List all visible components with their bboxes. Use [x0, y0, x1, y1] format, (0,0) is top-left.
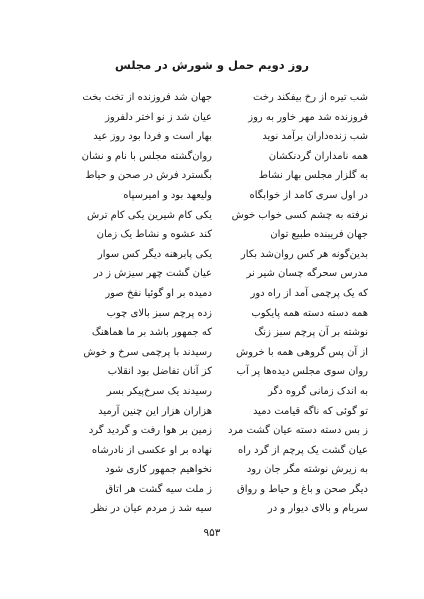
verse-line — [62, 343, 368, 363]
verse-second-hemistich: نخواهیم جمهور کاری شود — [105, 464, 212, 476]
verse-line — [62, 225, 368, 245]
verse-line — [62, 499, 368, 519]
verse-first-hemistich: جهان فریبنده طبیع توان — [270, 229, 368, 241]
verse-line — [62, 402, 368, 422]
verse-line — [62, 166, 368, 186]
verse-second-hemistich: که جمهور باشد بر ما هماهنگ — [91, 327, 212, 339]
verse-second-hemistich: ز ملت سیه گشت هر اتاق — [105, 483, 212, 495]
verse-first-hemistich: از آن پس گروهی همه با خروش — [235, 346, 368, 358]
verse-line — [62, 108, 368, 128]
verse-first-hemistich: نوشته بر آن پرچم سبز زنگ — [254, 327, 368, 339]
verse-second-hemistich: زده پرچم سبز بالای چوب — [106, 307, 212, 319]
verse-first-hemistich: سربام و بالای دیوار و در — [267, 503, 368, 515]
verse-first-hemistich: بدین‌گونه هر کس روان‌شد بکار — [240, 248, 368, 260]
verse-second-hemistich: یکی پابرهنه دیگر کس سوار — [97, 248, 212, 260]
verse-first-hemistich: به اندک زمانی گروه دگر — [267, 385, 368, 397]
verse-line — [62, 460, 368, 480]
verse-first-hemistich: ز بس دسته دسته عیان گشت مرد — [227, 425, 368, 437]
verse-first-hemistich: به گلزار مجلس بهار نشاط — [258, 170, 368, 182]
verse-second-hemistich: عیان گشت چهر سیزش ز در — [93, 268, 212, 280]
verse-line — [62, 284, 368, 304]
verse-second-hemistich: رسیدند یک سرخ‌پیکر بسر — [106, 385, 212, 397]
verse-first-hemistich: نرفته به چشم کسی خواب خوش — [231, 209, 368, 221]
verse-first-hemistich: شب زنده‌داران برآمد نوید — [262, 131, 368, 143]
verse-second-hemistich: سیه شد ز مردم عیان در نظر — [91, 503, 212, 515]
verse-first-hemistich: دیگر صحن و باغ و حیاط و رواق — [236, 483, 368, 495]
verse-second-hemistich: بهار است و فردا بود روز عید — [93, 131, 212, 143]
verse-line — [62, 88, 368, 108]
verse-first-hemistich: مدرس سحرگه چسان شیر نر — [246, 268, 368, 280]
verse-first-hemistich: همه دسته دسته همه پایکوب — [251, 307, 368, 319]
verse-line — [62, 323, 368, 343]
verse-line — [62, 127, 368, 147]
verse-first-hemistich: همه نامداران گردنکشان — [268, 150, 368, 162]
verse-line — [62, 304, 368, 324]
verse-line — [62, 264, 368, 284]
verse-second-hemistich: نهاده بر او عکسی از نادرشاه — [91, 444, 212, 456]
verse-line — [62, 245, 368, 265]
verse-second-hemistich: یکی کام شیرین یکی کام ترش — [87, 209, 212, 221]
verse-first-hemistich: روان سوی مجلس دیده‌ها پر آب — [236, 366, 368, 378]
verse-first-hemistich: شب تیره از رخ بیفکند رخت — [252, 92, 368, 103]
verse-line — [62, 206, 368, 226]
verse-first-hemistich: به زیرش نوشته مگر جان رود — [246, 464, 368, 476]
verse-line — [62, 382, 368, 402]
verse-second-hemistich: کند عشوه و نشاط یک زمان — [96, 229, 212, 241]
page-number: ۹۵۳ — [203, 527, 221, 539]
verse-line — [62, 480, 368, 500]
verse-second-hemistich: جهان شد فروزنده از تخت بخت — [82, 92, 212, 103]
verse-second-hemistich: رسیدند با پرچمی سرخ و خوش — [83, 346, 212, 358]
verse-second-hemistich: دمیده بر او گوئیا نفخ صور — [105, 287, 212, 299]
verse-first-hemistich: فروزنده شد مهر خاور به روز — [248, 111, 368, 123]
verse-line — [62, 441, 368, 461]
verse-list — [62, 88, 368, 519]
verse-first-hemistich: تو گوئی که ناگه قیامت دمید — [252, 405, 368, 417]
verse-first-hemistich: که یک پرچمی آمد از راه دور — [250, 287, 368, 299]
verse-line — [62, 421, 368, 441]
verse-line — [62, 147, 368, 167]
verse-second-hemistich: زمین بر هوا رفت و گردید گرد — [88, 425, 212, 437]
verse-second-hemistich: عیان شد ز نو اختر دلفروز — [105, 111, 212, 123]
verse-first-hemistich: عیان گشت یک پرچم از گرد راه — [237, 444, 368, 456]
section-title: روز دویم حمل و شورش در مجلس — [114, 58, 310, 72]
verse-line — [62, 186, 368, 206]
verse-first-hemistich: در اول سری کامد از خوابگاه — [249, 189, 368, 201]
verse-second-hemistich: روان‌گشته مجلس با نام و نشان — [81, 150, 212, 162]
verse-line — [62, 362, 368, 382]
verse-second-hemistich: ولیعهد بود و امیرسپاه — [123, 189, 212, 201]
verse-second-hemistich: بگسترد فرش در صحن و حیاط — [85, 170, 212, 182]
verse-second-hemistich: هزاران هزار این چنین آرمید — [98, 405, 212, 417]
verse-second-hemistich: کز آنان تفاضل بود انقلاب — [107, 366, 212, 378]
